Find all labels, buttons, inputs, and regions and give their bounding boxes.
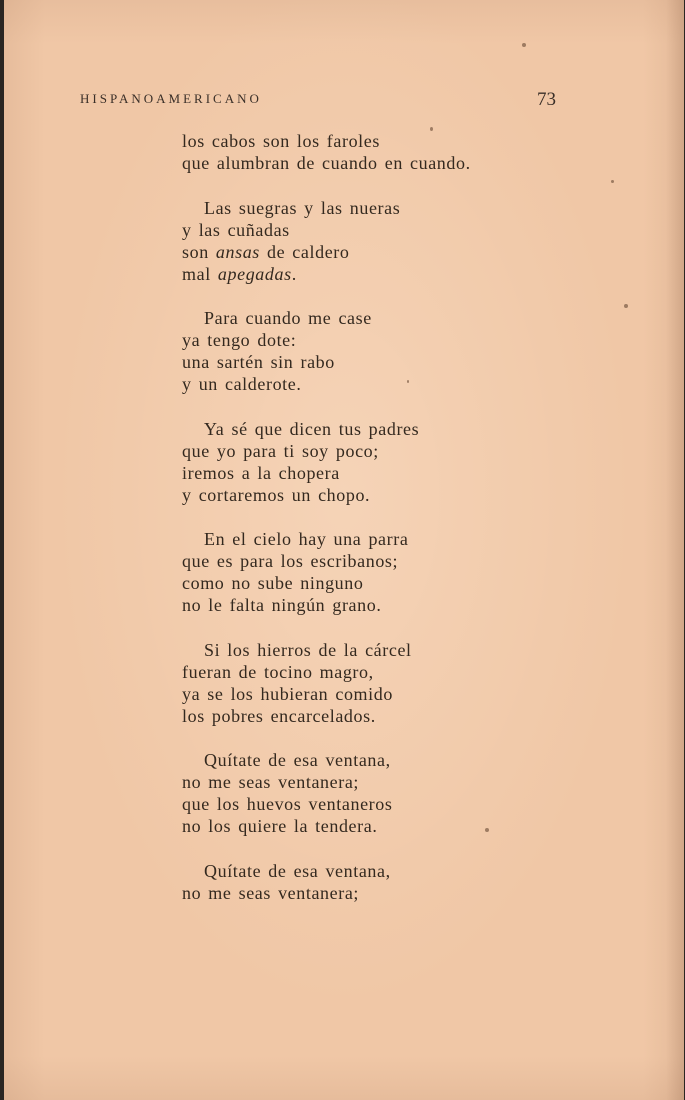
verse-line: los pobres encarcelados.	[182, 705, 376, 726]
paper-speck	[430, 127, 433, 131]
verse-line	[182, 241, 471, 263]
italic-word: ansas	[215, 241, 260, 262]
stanza	[182, 130, 471, 174]
verse-text: de caldero	[259, 241, 350, 262]
verse-line: que es para los escribanos;	[182, 551, 399, 571]
verse-line: Quítate de esa ventana,	[204, 750, 391, 770]
stanza	[182, 860, 471, 904]
verse-line: que yo para ti soy poco;	[182, 440, 379, 461]
stanza	[182, 307, 471, 395]
paper-speck	[485, 828, 489, 832]
verse-line: y un calderote.	[182, 374, 302, 394]
poem-text	[182, 130, 471, 926]
verse-text: .	[291, 263, 297, 284]
running-head: HISPANOAMERICANO	[80, 91, 262, 106]
verse-line: no los quiere la tendera.	[182, 816, 378, 836]
verse-line: Si los hierros de la cárcel	[204, 639, 412, 660]
verse-line: ya se los hubieran comido	[182, 683, 393, 704]
stanza	[182, 418, 471, 506]
stanza	[182, 639, 471, 727]
page-edge-shadow	[666, 0, 684, 1100]
paper-speck	[407, 380, 409, 383]
stanza	[182, 528, 471, 616]
stanza	[182, 197, 471, 285]
verse-line: y cortaremos un chopo.	[182, 484, 371, 505]
verse-line: En el cielo hay una parra	[204, 529, 409, 549]
verse-line: que alumbran de cuando en cuando.	[182, 153, 471, 173]
book-page	[4, 0, 684, 1100]
verse-line	[182, 263, 471, 285]
verse-line: ya tengo dote:	[182, 330, 297, 350]
verse-line: como no sube ninguno	[182, 573, 364, 593]
page-number: 73	[537, 89, 556, 110]
verse-line: Para cuando me case	[204, 308, 372, 328]
verse-line: fueran de tocino magro,	[182, 661, 374, 682]
verse-line: no me seas ventanera;	[182, 772, 360, 792]
verse-line: y las cuñadas	[182, 219, 290, 240]
verse-line: que los huevos ventaneros	[182, 794, 393, 814]
verse-line: no me seas ventanera;	[182, 882, 360, 903]
verse-text: mal	[182, 263, 218, 284]
italic-word: apegadas	[217, 263, 292, 284]
paper-speck	[611, 180, 614, 183]
verse-line: Ya sé que dicen tus padres	[204, 418, 420, 439]
verse-line: Las suegras y las nueras	[204, 197, 401, 218]
stanza	[182, 749, 471, 837]
paper-speck	[522, 43, 526, 47]
verse-line: iremos a la chopera	[182, 462, 340, 483]
verse-line: una sartén sin rabo	[182, 352, 335, 372]
paper-speck	[624, 304, 628, 308]
verse-line: Quítate de esa ventana,	[204, 860, 391, 881]
verse-line: no le falta ningún grano.	[182, 595, 382, 615]
verse-line: los cabos son los faroles	[182, 131, 380, 151]
verse-text: son	[182, 241, 216, 262]
